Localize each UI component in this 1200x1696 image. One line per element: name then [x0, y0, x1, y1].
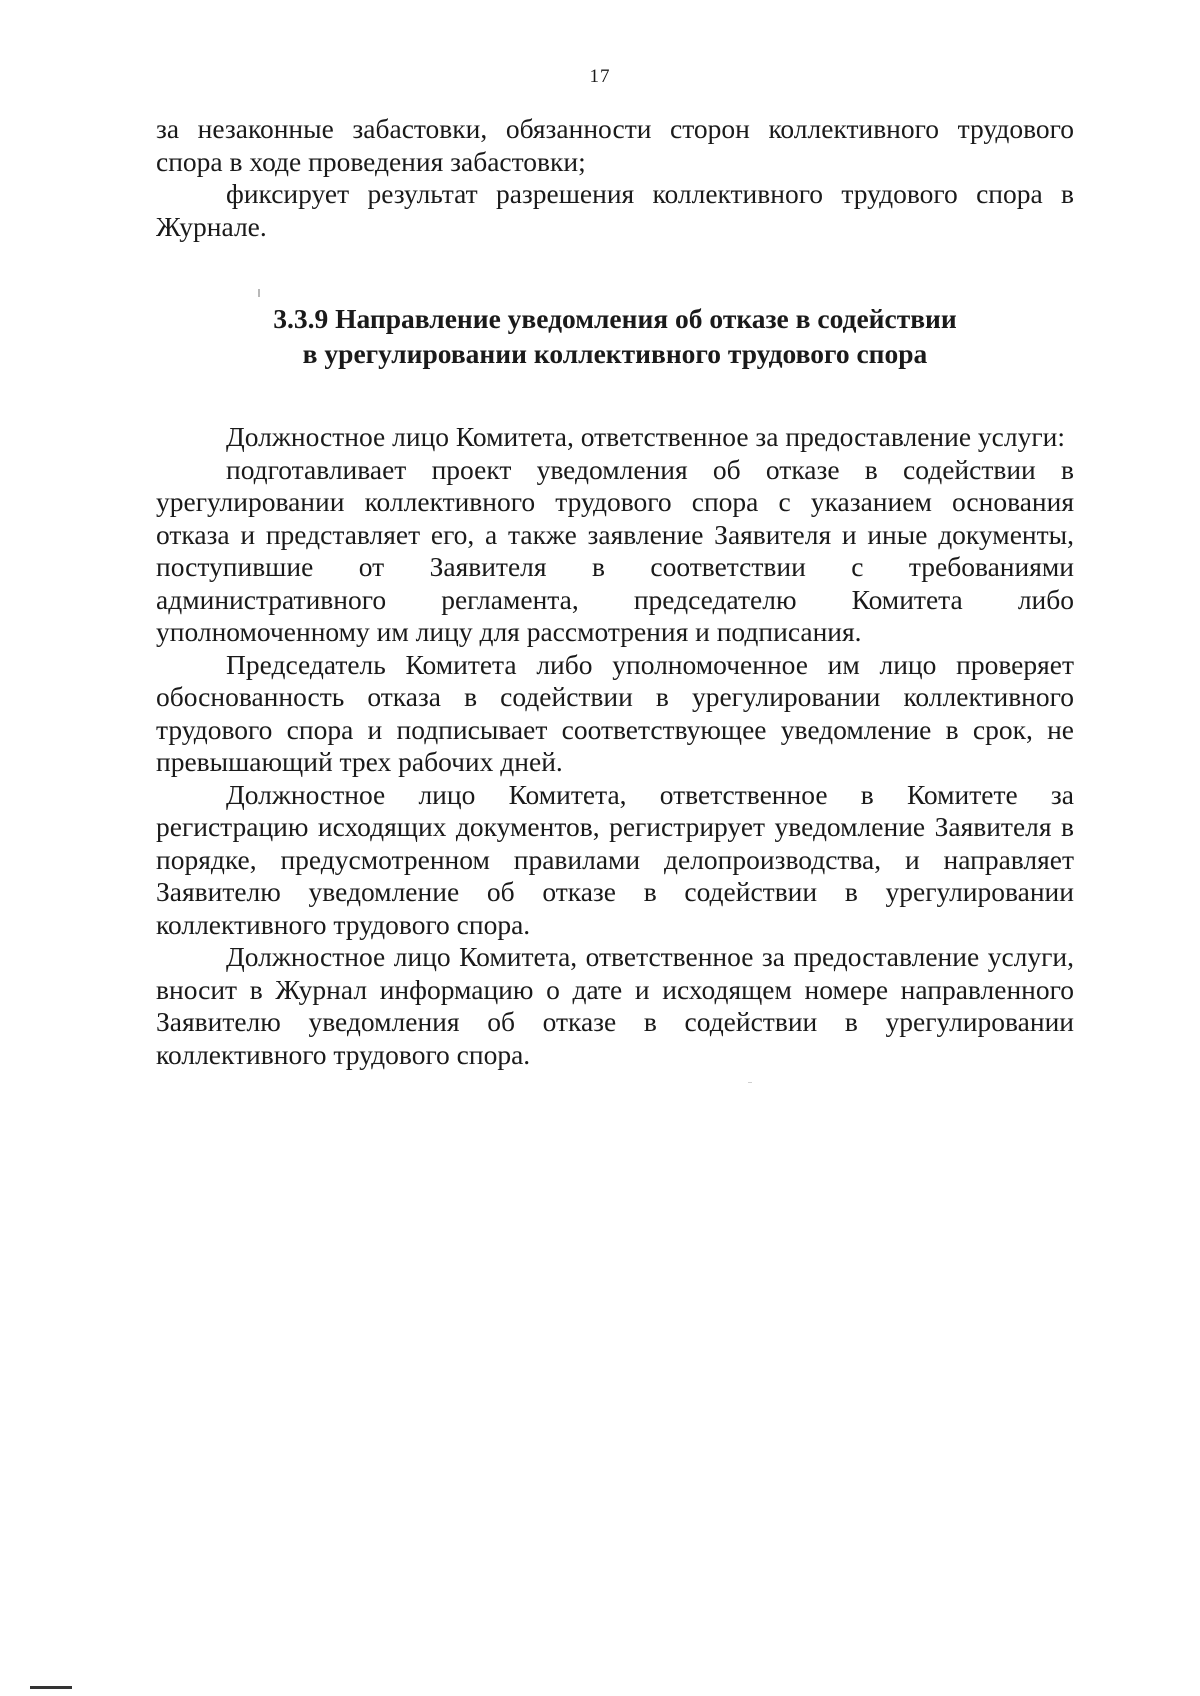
- document-body: [156, 113, 1074, 1071]
- section-paragraph-prepare-notice: подготавливает проект уведомления об отказе в содействии в урегулировании коллективного трудового спора с указанием основания отказа и представляет его, а также заявление Заявителя и иные документы, поступившие от Заявителя в соответствии с требованиями административного регламента, председателю Комитета либо уполномоченному им лицу для рассмотрения и подписания.: [156, 453, 1074, 647]
- intro-paragraph-continuation: за незаконные забастовки, обязанности сторон коллективного трудового спора в ходе проведения забастовки;: [156, 113, 1074, 177]
- section-heading: [156, 301, 1074, 371]
- section-paragraph-registration: Должностное лицо Комитета, ответственное в Комитете за регистрацию исходящих документов, регистрирует уведомление Заявителя в порядке, предусмотренном правилами делопроизводства, и направляет Заявителю уведомление об отказе в содействии в урегулировании коллективного трудового спора.: [156, 778, 1074, 940]
- intro-paragraph-journal: фиксирует результат разрешения коллективного трудового спора в Журнале.: [156, 178, 1074, 242]
- section-heading-line-2: в урегулировании коллективного трудового спора: [302, 338, 928, 369]
- scan-speck: [748, 1082, 752, 1083]
- section-heading-line-1: 3.3.9 Направление уведомления об отказе в содействии: [273, 303, 957, 334]
- scan-edge-mark: [30, 1686, 72, 1689]
- section-paragraph-chairman-review: Председатель Комитета либо уполномоченное им лицо проверяет обоснованность отказа в содействии в урегулировании коллективного трудового спора и подписывает соответствующее уведомление в срок, не превышающий трех рабочих дней.: [156, 648, 1074, 777]
- section-paragraph-journal-entry: Должностное лицо Комитета, ответственное за предоставление услуги, вносит в Журнал информацию о дате и исходящем номере направленного Заявителю уведомления об отказе в содействии в урегулировании коллективного трудового спора.: [156, 941, 1074, 1070]
- page-number: 17: [589, 66, 611, 87]
- section-paragraph-responsible-official: Должностное лицо Комитета, ответственное за предоставление услуги:: [226, 421, 1065, 452]
